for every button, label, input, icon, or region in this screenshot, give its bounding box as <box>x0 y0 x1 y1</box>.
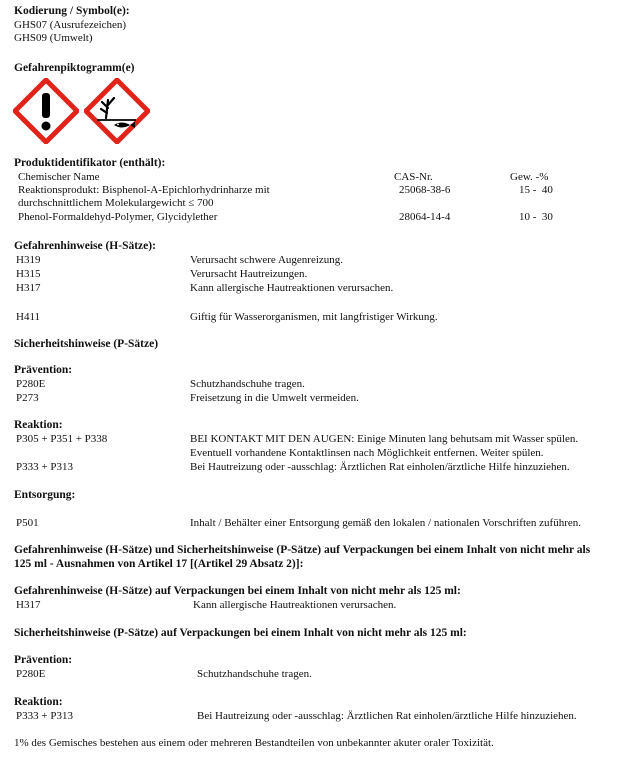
h-code: H411 <box>16 311 41 323</box>
p-text: Inhalt / Behälter einer Entsorgung gemäß den lokalen / nationalen Vorschriften zuführen. <box>190 517 581 529</box>
produkt-col-cas: CAS-Nr. <box>394 171 433 183</box>
p-text: Freisetzung in die Umwelt vermeiden. <box>190 392 359 404</box>
h-code: H315 <box>16 268 41 280</box>
p-text: Bei Hautreizung oder -ausschlag: Ärztlichen Rat einholen/ärztliche Hilfe hinzuziehen. <box>197 710 577 722</box>
p-code: P280E <box>16 668 46 680</box>
p-text: Schutzhandschuhe tragen. <box>197 668 312 680</box>
praevention-heading: Prävention: <box>14 364 73 376</box>
exclamation-mark-icon <box>13 78 79 144</box>
produkt-row-name: durchschnittlichem Molekulargewicht ≤ 700 <box>18 197 214 209</box>
produkt-row-name: Phenol-Formaldehyd-Polymer, Glycidylether <box>18 211 218 223</box>
kodierung-heading: Kodierung / Symbol(e): <box>14 5 130 17</box>
p-code: P501 <box>16 517 39 529</box>
p-text: Bei Hautreizung oder -ausschlag: Ärztlichen Rat einholen/ärztliche Hilfe hinzuziehen. <box>190 461 570 473</box>
piktogramm-heading: Gefahrenpiktogramm(e) <box>14 62 135 74</box>
environment-icon <box>84 78 150 144</box>
h-code: H319 <box>16 254 41 266</box>
verpackung-h-heading: Gefahrenhinweise (H-Sätze) auf Verpackungen bei einem Inhalt von nicht mehr als 125 ml: <box>14 585 461 597</box>
h-text: Verursacht Hautreizungen. <box>190 268 308 280</box>
p-text: BEI KONTAKT MIT DEN AUGEN: Einige Minuten lang behutsam mit Wasser spülen. <box>190 433 579 445</box>
produkt-heading: Produktidentifikator (enthält): <box>14 157 166 169</box>
entsorgung-heading: Entsorgung: <box>14 489 76 501</box>
p-code: P333 + P313 <box>16 710 73 722</box>
reaktion-heading: Reaktion: <box>14 419 63 431</box>
praevention-heading: Prävention: <box>14 654 73 666</box>
produkt-col-name: Chemischer Name <box>18 171 100 183</box>
p-code: P333 + P313 <box>16 461 73 473</box>
h-code: H317 <box>16 599 41 611</box>
p-code: P280E <box>16 378 46 390</box>
kodierung-line: GHS09 (Umwelt) <box>14 32 93 44</box>
verpackung-heading: 125 ml - Ausnahmen von Artikel 17 [(Artikel 29 Absatz 2)]: <box>14 558 304 570</box>
verpackung-heading: Gefahrenhinweise (H-Sätze) und Sicherheitshinweise (P-Sätze) auf Verpackungen bei einem Inhalt von nicht mehr als <box>14 544 591 556</box>
produkt-col-gew: Gew. -% <box>510 171 549 183</box>
produkt-row-gew: 15 - 40 <box>519 184 553 196</box>
footer-note: 1% des Gemisches bestehen aus einem oder mehreren Bestandteilen von unbekannter akuter oraler Toxizität. <box>14 737 494 749</box>
p-saetze-heading: Sicherheitshinweise (P-Sätze) <box>14 338 159 350</box>
produkt-row-cas: 28064-14-4 <box>399 211 451 223</box>
produkt-row-gew: 10 - 30 <box>519 211 553 223</box>
produkt-row-cas: 25068-38-6 <box>399 184 451 196</box>
reaktion-heading: Reaktion: <box>14 696 63 708</box>
verpackung-p-heading: Sicherheitshinweise (P-Sätze) auf Verpackungen bei einem Inhalt von nicht mehr als 125 ml: <box>14 627 467 639</box>
produkt-row-name: Reaktionsprodukt: Bisphenol-A-Epichlorhydrinharze mit <box>18 184 270 196</box>
h-text: Verursacht schwere Augenreizung. <box>190 254 344 266</box>
p-text: Schutzhandschuhe tragen. <box>190 378 305 390</box>
h-text: Kann allergische Hautreaktionen verursachen. <box>190 282 394 294</box>
h-text: Kann allergische Hautreaktionen verursachen. <box>193 599 397 611</box>
h-text: Giftig für Wasserorganismen, mit langfristiger Wirkung. <box>190 311 438 323</box>
kodierung-line: GHS07 (Ausrufezeichen) <box>14 19 127 31</box>
h-saetze-heading: Gefahrenhinweise (H-Sätze): <box>14 240 156 252</box>
h-code: H317 <box>16 282 41 294</box>
p-code: P273 <box>16 392 39 404</box>
p-text: Eventuell vorhandene Kontaktlinsen nach Möglichkeit entfernen. Weiter spülen. <box>190 447 544 459</box>
p-code: P305 + P351 + P338 <box>16 433 108 445</box>
